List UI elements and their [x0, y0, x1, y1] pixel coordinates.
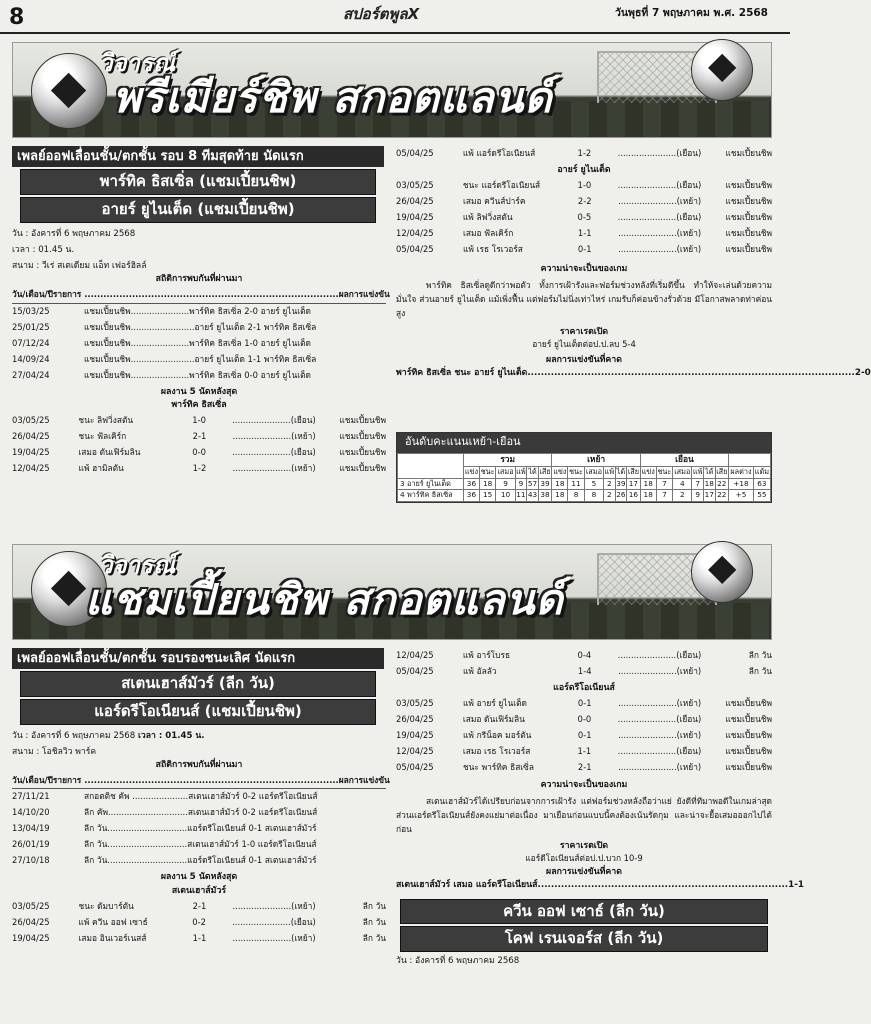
form-date: 05/04/25 [396, 244, 434, 255]
table-cell: 5 [584, 478, 603, 490]
form-score: 2-1 [192, 431, 207, 442]
h2h-match: แชมเปี้ยนชิพ......................พาร์ทิค ธิสเซิ่ล 2-0 อายร์ ยูไนเต็ด [84, 305, 311, 316]
form-score: 0-5 [577, 212, 592, 223]
h2h-row [12, 837, 386, 853]
form-score: 0-4 [577, 650, 592, 661]
form-row [396, 226, 772, 242]
prediction-line [396, 880, 805, 891]
prediction-text: สเตนเฮาส์มัวร์ เสมอ แอร์ดรีโอเนียนส์........................................................................... [396, 880, 789, 891]
h2h-match: สกอตติช คัพ .....................สเตนเฮาส์มัวร์ 0-2 แอร์ดรีโอเนียนส์ [84, 791, 318, 802]
next-match-away: โคฟ เรนเจอร์ส (ลีก วัน) [400, 926, 768, 952]
form-result: เสมอ ฟัลเคิร์ก [463, 228, 514, 239]
form-row [396, 178, 772, 194]
team-bar-away: แอร์ดรีโอเนียนส์ (แชมเปี้ยนชิพ) [20, 699, 376, 725]
form-date: 05/04/25 [396, 762, 434, 773]
table-cell: 39 [615, 478, 626, 490]
form-team-name: สเตนเฮาส์มัวร์ [171, 885, 227, 896]
form-date: 19/04/25 [12, 447, 50, 458]
form-date: 19/04/25 [396, 212, 434, 223]
form-competition: แชมเปี้ยนชิพ [725, 212, 772, 223]
h2h-row [12, 821, 386, 837]
table-subheader: แต้ม [753, 466, 770, 478]
form-venue: ......................(เหย้า) [618, 666, 702, 677]
table-subheader: เสีย [627, 466, 641, 478]
section1-right-column [396, 146, 871, 379]
form-score: 2-1 [577, 762, 592, 773]
h2h-date: 14/10/20 [12, 807, 50, 818]
form-competition: แชมเปี้ยนชิพ [725, 228, 772, 239]
match-venue: สนาม : โอชิลวิว พาร์ค [12, 746, 97, 757]
publication-date: วันพุธที่ 7 พฤษภาคม พ.ศ. 2568 [614, 7, 768, 19]
table-subheader: ชนะ [656, 466, 673, 478]
form-score: 0-1 [577, 698, 592, 709]
h2h-match: ลีก วัน..............................แอร์ดรีโอเนียนส์ 0-1 สเตนเฮาส์มัวร์ [84, 855, 317, 866]
h2h-date: 14/09/24 [12, 353, 50, 364]
h2h-title: สถิติการพบกันที่ผ่านมา [155, 274, 243, 285]
football-icon [31, 53, 107, 129]
form-competition: แชมเปี้ยนชิพ [725, 196, 772, 207]
form-score: 1-1 [192, 933, 207, 944]
section1-banner [12, 42, 772, 138]
form-venue: ......................(เหย้า) [232, 933, 316, 944]
form-result: แพ้ อัลลัว [463, 666, 497, 677]
form-competition: ลีก วัน [748, 650, 772, 661]
price-title: ราคาเรตเปิด [559, 840, 609, 851]
h2h-list [12, 304, 386, 384]
table-cell: 22 [715, 478, 729, 490]
h2h-date: 25/01/25 [12, 321, 50, 332]
form-row [396, 728, 772, 744]
table-cell: 9 [515, 478, 527, 490]
form-list [396, 178, 772, 258]
form-score: 1-2 [192, 463, 207, 474]
form-date: 03/05/25 [396, 180, 434, 191]
form-venue: ......................(เหย้า) [618, 196, 702, 207]
table-cell: 15 [479, 490, 496, 502]
form-date: 12/04/25 [396, 228, 434, 239]
h2h-match: ลีก คัพ..............................สเตนเฮาส์มัวร์ 0-2 แอร์ดรีโอเนียนส์ [84, 807, 318, 818]
next-match-date: วัน : อังคารที่ 6 พฤษภาคม 2568 [396, 956, 520, 966]
h2h-date: 27/11/21 [12, 791, 50, 802]
h2h-date: 27/10/18 [12, 855, 50, 866]
form-date: 26/04/25 [12, 917, 50, 928]
form-competition: แชมเปี้ยนชิพ [339, 447, 386, 458]
h2h-match: แชมเปี้ยนชิพ......................พาร์ทิค ธิสเซิ่ล 0-0 อายร์ ยูไนเต็ด [84, 369, 311, 380]
prediction-score: 2-0 [854, 368, 871, 379]
form-team-name: อายร์ ยูไนเต็ด [557, 165, 611, 175]
form-venue: ......................(เยือน) [617, 180, 702, 191]
table-cell: +5 [729, 490, 754, 502]
form-competition: ลีก วัน [748, 666, 772, 677]
form-row [12, 445, 386, 461]
team-bar-home: สเตนเฮาส์มัวร์ (ลีก วัน) [20, 671, 376, 697]
form-result: แพ้ แอร์ดรีโอเนียนส์ [462, 148, 536, 159]
probability-text: พาร์ทิค ธิสเซิ่ลดูดีกว่าพอตัว ทั้งการเฝ้ารังและฟอร์มช่วงหลังที่เริ่มดีขึ้น ทำให้จะเล่นด้วยความมั่นใจ ส่วนอายร์ ยูไนเต็ด แม้เพิ่งฟื้น แต่ฟอร์มไม่นิ่งเท่าไหร่ เกมรับก็ค่อนข้างรั่วด้วย มีโอกาสพลาดท่าค่อนสูง [396, 279, 772, 319]
form-team-name: พาร์ทิค ธิสเซิ่ล [171, 399, 227, 410]
table-cell: 36 [464, 478, 480, 490]
table-cell: 36 [464, 490, 480, 502]
table-cell: 16 [627, 490, 641, 502]
form-row [12, 931, 386, 947]
form-row [396, 242, 772, 258]
h2h-match: แชมเปี้ยนชิพ......................พาร์ทิค ธิสเซิ่ล 1-0 อายร์ ยูไนเต็ด [84, 337, 311, 348]
next-match-home: ควีน ออฟ เซาธ์ (ลีก วัน) [400, 899, 768, 925]
form-date: 26/04/25 [12, 431, 50, 442]
section2-banner [12, 544, 772, 640]
table-cell: 17 [627, 478, 641, 490]
standings-title: อันดับคะแนนเหย้า-เยือน [397, 433, 771, 453]
form-row [396, 664, 772, 680]
table-cell: 7 [656, 490, 673, 502]
form-title: ผลงาน 5 นัดหลังสุด [160, 386, 238, 397]
form-score: 0-0 [192, 447, 206, 458]
form-venue: ......................(เหย้า) [618, 730, 702, 741]
form-venue: ......................(เหย้า) [232, 431, 316, 442]
form-venue: ......................(เยือน) [617, 714, 702, 725]
match-date: วัน : อังคารที่ 6 พฤษภาคม 2568 [12, 228, 136, 239]
prediction-title: ผลการแข่งขันที่คาด [546, 866, 622, 877]
prediction-title: ผลการแข่งขันที่คาด [546, 354, 622, 365]
table-subheader: ได้ [704, 466, 715, 478]
form-date: 19/04/25 [396, 730, 434, 741]
playoff-heading: เพลย์ออฟเลื่อนชั้น/ตกชั้น รอบรองชนะเลิศ นัดแรก [12, 648, 384, 669]
table-cell: 18 [640, 490, 656, 502]
football-icon [691, 541, 753, 603]
table-subheader: แข่ง [640, 466, 656, 478]
form-score: 2-2 [577, 196, 592, 207]
table-cell: 57 [527, 478, 538, 490]
prediction-score: 1-1 [788, 880, 805, 891]
form-row [396, 648, 772, 664]
section2-left-column [12, 648, 390, 947]
h2h-date: 26/01/19 [12, 839, 50, 850]
h2h-header-date: วัน/เดือน/ปี [12, 774, 53, 785]
table-cell: +18 [729, 478, 754, 490]
standings-table [396, 432, 772, 503]
form-list-continued [396, 648, 772, 680]
table-cell: 7 [656, 478, 673, 490]
h2h-row [12, 304, 386, 320]
table-cell: 4 [673, 478, 692, 490]
form-competition: แชมเปี้ยนชิพ [725, 730, 772, 741]
form-score: 0-1 [577, 730, 592, 741]
group-away: เยือน [640, 454, 728, 467]
table-subheader: เสมอ [496, 466, 515, 478]
form-row [396, 712, 772, 728]
form-date: 03/05/25 [396, 698, 434, 709]
table-cell: 2 [673, 490, 692, 502]
price-text: อายร์ ยูไนเต็ดต่อป.ป.ลบ 5-4 [532, 338, 636, 349]
form-list [12, 413, 386, 477]
prediction-line [396, 368, 871, 379]
form-competition: แชมเปี้ยนชิพ [725, 698, 772, 709]
h2h-match: ลีก วัน..............................แอร์ดรีโอเนียนส์ 0-1 สเตนเฮาส์มัวร์ [84, 823, 317, 834]
form-date: 05/04/25 [396, 148, 434, 159]
form-row [396, 696, 772, 712]
h2h-date: 27/04/24 [12, 369, 50, 380]
form-result: ชนะ ฟัลเคิร์ก [78, 431, 127, 442]
table-cell: 8 [584, 490, 603, 502]
table-cell: 43 [527, 490, 538, 502]
h2h-row [12, 805, 386, 821]
price-title: ราคาเรตเปิด [559, 326, 609, 337]
table-row [398, 478, 771, 490]
form-result: เสมอ ดันเฟิร์มลิน [78, 447, 141, 458]
form-competition: ลีก วัน [362, 917, 386, 928]
form-row [12, 461, 386, 477]
form-score: 1-4 [577, 666, 592, 677]
form-competition: แชมเปี้ยนชิพ [725, 148, 772, 159]
form-competition: แชมเปี้ยนชิพ [725, 180, 772, 191]
table-cell: 18 [552, 490, 568, 502]
form-score: 2-1 [192, 901, 207, 912]
table-cell: 18 [552, 478, 568, 490]
page-header [0, 0, 790, 34]
probability-title: ความน่าจะเป็นของเกม [540, 780, 628, 791]
h2h-header-match: รายการ ................................................................................ผลการแข่งขัน [52, 774, 390, 785]
table-row [398, 490, 771, 502]
form-row [12, 899, 386, 915]
form-row [396, 146, 772, 162]
table-subheader: ผลต่าง [729, 466, 754, 478]
form-result: แพ้ เรธ โรเวอร์ส [463, 244, 523, 255]
playoff-heading: เพลย์ออฟเลื่อนชั้น/ตกชั้น รอบ 8 ทีมสุดท้าย นัดแรก [12, 146, 384, 167]
table-subheader: เสมอ [673, 466, 692, 478]
h2h-match: แชมเปี้ยนชิพ........................อายร์ ยูไนเต็ด 1-1 พาร์ทิค ธิสเซิ่ล [84, 353, 317, 364]
form-venue: ......................(เหย้า) [232, 901, 316, 912]
form-list [12, 899, 386, 947]
form-row [396, 744, 772, 760]
form-result: ชนะ พาร์ทิค ธิสเซิ่ล [463, 762, 534, 773]
form-venue: ......................(เยือน) [617, 148, 702, 159]
form-competition: แชมเปี้ยนชิพ [725, 762, 772, 773]
form-result: ชนะ แอร์ดรีโอเนียนส์ [462, 180, 541, 191]
form-venue: ......................(เหย้า) [618, 698, 702, 709]
form-result: แพ้ กรีน็อค มอร์ตัน [463, 730, 532, 741]
form-score: 1-0 [577, 180, 592, 191]
table-cell: 17 [704, 490, 715, 502]
form-venue: ......................(เยือน) [232, 917, 316, 928]
table-cell: 22 [715, 490, 729, 502]
h2h-match: แชมเปี้ยนชิพ........................อายร์ ยูไนเต็ด 2-1 พาร์ทิค ธิสเซิ่ล [84, 321, 317, 332]
table-subheader: ได้ [615, 466, 626, 478]
form-competition: ลีก วัน [362, 901, 386, 912]
h2h-match: ลีก วัน..............................สเตนเฮาส์มัวร์ 1-0 แอร์ดรีโอเนียนส์ [84, 839, 317, 850]
table-cell: 9 [692, 490, 704, 502]
form-result: แพ้ ควีน ออฟ เซาธ์ [78, 917, 148, 928]
table-cell: 10 [496, 490, 515, 502]
form-venue: ......................(เยือน) [617, 212, 702, 223]
h2h-date: 15/03/25 [12, 305, 50, 316]
form-venue: ......................(เหย้า) [618, 228, 702, 239]
form-score: 1-0 [192, 415, 206, 426]
table-subheader: เสีย [715, 466, 729, 478]
table-cell: 11 [568, 478, 585, 490]
form-result: แพ้ ฮามิลตัน [78, 463, 124, 474]
table-cell: 11 [515, 490, 527, 502]
table-subheader: แพ้ [603, 466, 615, 478]
table-subheader: ชนะ [568, 466, 585, 478]
section1-left-column [12, 146, 390, 477]
form-row [396, 760, 772, 776]
form-result: ชนะ ดัมบาร์ตัน [78, 901, 134, 912]
publication-logo: สปอร์ตพูลX [343, 5, 420, 23]
h2h-row [12, 789, 386, 805]
table-subheader: แพ้ [692, 466, 704, 478]
team-bar-home: พาร์ทิค ธิสเซิ่ล (แชมเปี้ยนชิพ) [20, 169, 376, 195]
table-subheader: แข่ง [552, 466, 568, 478]
form-competition: แชมเปี้ยนชิพ [725, 244, 772, 255]
form-date: 12/04/25 [396, 650, 434, 661]
group-home: เหย้า [552, 454, 640, 467]
form-list [396, 696, 772, 776]
table-subheader: ชนะ [479, 466, 496, 478]
table-subheader: ได้ [527, 466, 538, 478]
form-result: ชนะ ลิฟวิ่งสตัน [78, 415, 134, 426]
probability-text: สเตนเฮาส์มัวร์ได้เปรียบก่อนจากการเฝ้ารัง แต่ฟอร์มช่วงหลังถือว่าแย่ ยังดีที่ทีมาพอดีในเกมล่าสุด ส่วนแอร์ดรีโอเนียนส์ยังคงแย่มาต่อเนื่อง มาเยือนก่อนแบบนี้คงต้องเน้นรัดกุม และน่าจะยื้อเสมอออกไปได้ก่อน [396, 795, 772, 835]
table-cell: 2 [603, 490, 615, 502]
form-venue: ......................(เหย้า) [618, 244, 702, 255]
form-competition: แชมเปี้ยนชิพ [725, 746, 772, 757]
banner-title: แชมเปี้ยนชิพ สกอตแลนด์ [85, 575, 564, 624]
section2-right-column [396, 648, 805, 966]
table-cell: 63 [753, 478, 770, 490]
form-competition: แชมเปี้ยนชิพ [339, 431, 386, 442]
form-date: 26/04/25 [396, 714, 434, 725]
form-score: 0-2 [192, 917, 206, 928]
form-date: 19/04/25 [12, 933, 50, 944]
banner-tag: วิจารณ์ [99, 551, 176, 579]
h2h-row [12, 853, 386, 869]
team-bar-away: อายร์ ยูไนเต็ด (แชมเปี้ยนชิพ) [20, 197, 376, 223]
table-cell: 18 [479, 478, 496, 490]
form-date: 26/04/25 [396, 196, 434, 207]
h2h-row [12, 368, 386, 384]
match-datetime [12, 731, 386, 741]
form-date: 05/04/25 [396, 666, 434, 677]
price-text: แอร์ดีโอเนียนส์ต่อป.ป.บวก 10-9 [525, 852, 643, 863]
form-result: เสมอ อินเวอร์เนสส์ [78, 933, 147, 944]
form-result: แพ้ อาร์โบรธ [462, 650, 511, 661]
h2h-row [12, 352, 386, 368]
table-cell: 26 [615, 490, 626, 502]
form-result: เสมอ เรธ โรเวอร์ส [462, 746, 531, 757]
prediction-text: พาร์ทิค ธิสเซิ่ล ชนะ อายร์ ยูไนเต็ด.................................................................................................. [396, 368, 855, 379]
form-venue: ......................(เยือน) [232, 415, 316, 426]
form-venue: ......................(เหย้า) [618, 762, 702, 773]
table-team: 3 อายร์ ยูไนเต็ด [398, 478, 464, 490]
form-date: 03/05/25 [12, 415, 50, 426]
table-cell: 38 [538, 490, 552, 502]
group-total: รวม [464, 454, 552, 467]
h2h-header-date: วัน/เดือน/ปี [12, 289, 53, 300]
form-competition: ลีก วัน [362, 933, 386, 944]
table-cell: 55 [753, 490, 770, 502]
table-team: 4 พาร์ทิค ธิสเซิ่ล [398, 490, 464, 502]
table-subheader: แพ้ [515, 466, 527, 478]
form-team-name: แอร์ดรีโอเนียนส์ [553, 683, 615, 693]
form-score: 1-2 [577, 148, 592, 159]
match-time: เวลา : 01.45 น. [137, 730, 205, 741]
table-cell: 8 [568, 490, 585, 502]
h2h-row [12, 336, 386, 352]
form-score: 0-0 [577, 714, 592, 725]
form-score: 1-1 [577, 746, 592, 757]
h2h-header-match: รายการ ................................................................................ผลการแข่งขัน [52, 289, 390, 300]
form-venue: ......................(เยือน) [617, 746, 702, 757]
table-subheader: เสมอ [584, 466, 603, 478]
form-row [12, 413, 386, 429]
form-date: 03/05/25 [12, 901, 50, 912]
banner-title: พรีเมียร์ชิพ สกอตแลนด์ [113, 73, 553, 122]
match-time: เวลา : 01.45 น. [12, 244, 75, 255]
form-result: แพ้ ลิฟวิ่งสตัน [462, 212, 513, 223]
match-date: วัน : อังคารที่ 6 พฤษภาคม 2568 [12, 730, 136, 741]
form-competition: แชมเปี้ยนชิพ [725, 714, 772, 725]
form-row [396, 210, 772, 226]
table-cell: 39 [538, 478, 552, 490]
table-cell: 2 [603, 478, 615, 490]
h2h-title: สถิติการพบกันที่ผ่านมา [155, 759, 243, 770]
form-row [12, 429, 386, 445]
probability-title: ความน่าจะเป็นของเกม [540, 264, 628, 275]
form-result: แพ้ อายร์ ยูไนเต็ด [463, 698, 527, 709]
h2h-header [12, 288, 390, 304]
table-subheader: แข่ง [464, 466, 480, 478]
table-cell: 18 [704, 478, 715, 490]
form-score: 0-1 [577, 244, 592, 255]
match-venue: สนาม : วีเร่ สเตเดียม แอ็ท เฟอร์ฮิลล์ [12, 260, 147, 271]
form-result: เสมอ ดันเฟิร์มลิน [462, 714, 525, 725]
form-list-continued [396, 146, 772, 162]
form-competition: แชมเปี้ยนชิพ [339, 463, 386, 474]
form-date: 12/04/25 [12, 463, 50, 474]
h2h-header [12, 773, 390, 789]
form-date: 12/04/25 [396, 746, 434, 757]
football-icon [691, 39, 753, 101]
form-result: เสมอ ควีนส์ปาร์ค [463, 196, 526, 207]
form-row [12, 915, 386, 931]
table-subheader: เสีย [538, 466, 552, 478]
form-row [396, 194, 772, 210]
table-cell: 7 [692, 478, 704, 490]
table-cell: 9 [496, 478, 515, 490]
table-cell: 18 [640, 478, 656, 490]
h2h-date: 13/04/19 [12, 823, 50, 834]
form-score: 1-1 [577, 228, 592, 239]
h2h-list [12, 789, 386, 869]
form-venue: ......................(เยือน) [232, 447, 316, 458]
h2h-date: 07/12/24 [12, 337, 50, 348]
form-competition: แชมเปี้ยนชิพ [339, 415, 386, 426]
form-venue: ......................(เหย้า) [232, 463, 316, 474]
banner-tag: วิจารณ์ [99, 49, 176, 77]
form-venue: ......................(เยือน) [617, 650, 702, 661]
page-number: 8 [9, 5, 25, 30]
h2h-row [12, 320, 386, 336]
form-title: ผลงาน 5 นัดหลังสุด [160, 872, 238, 883]
